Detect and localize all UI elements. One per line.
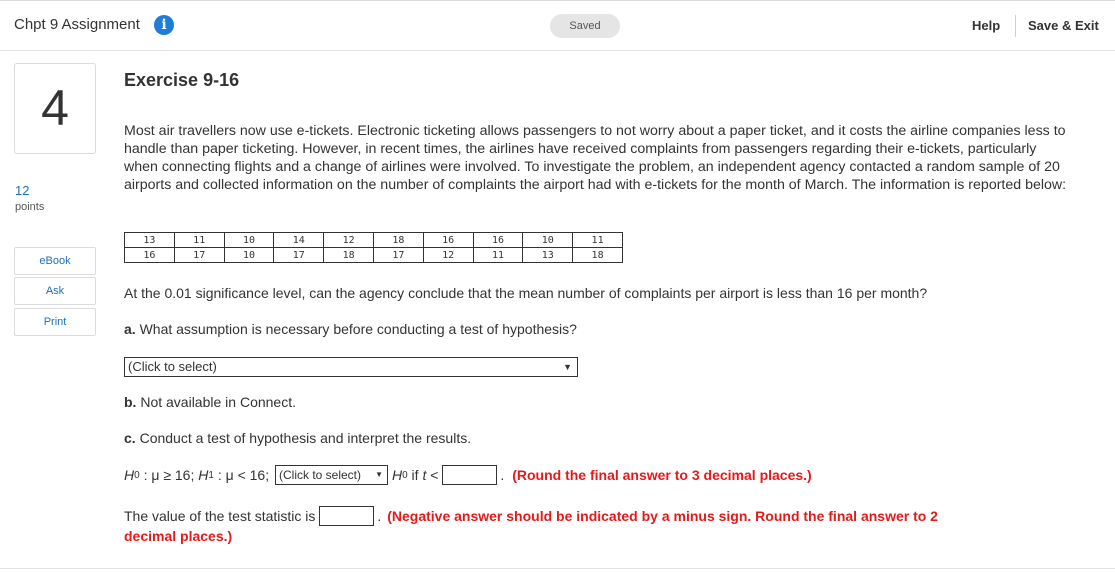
points-label: points bbox=[15, 201, 45, 213]
table-cell: 17 bbox=[373, 248, 423, 263]
part-b-label: b. bbox=[124, 394, 137, 410]
if-text: if bbox=[407, 467, 423, 483]
negative-note-continued: decimal places.) bbox=[124, 528, 233, 544]
test-statistic-label: The value of the test statistic is bbox=[124, 508, 320, 524]
h0-subscript: 0 bbox=[134, 469, 140, 481]
table-cell: 13 bbox=[523, 248, 573, 263]
table-cell: 17 bbox=[274, 248, 324, 263]
ebook-button[interactable]: eBook bbox=[14, 247, 96, 275]
points-value: 12 bbox=[15, 183, 30, 198]
exercise-title: Exercise 9-16 bbox=[124, 70, 240, 90]
table-cell: 16 bbox=[423, 233, 473, 248]
test-statistic-input[interactable] bbox=[319, 506, 374, 526]
critical-value-input[interactable] bbox=[442, 465, 497, 485]
h1-subscript: 1 bbox=[208, 469, 214, 481]
caret-down-icon: ▼ bbox=[563, 362, 572, 372]
h1-symbol: H bbox=[198, 467, 209, 483]
header-bar bbox=[0, 0, 1115, 51]
test-statistic-line bbox=[124, 506, 938, 526]
table-cell: 17 bbox=[174, 248, 224, 263]
t-symbol: t bbox=[422, 467, 427, 483]
decision-rule-select[interactable] bbox=[275, 465, 388, 485]
saved-status-badge: Saved bbox=[550, 14, 620, 38]
table-row bbox=[125, 233, 623, 248]
table-cell: 12 bbox=[423, 248, 473, 263]
table-cell: 11 bbox=[573, 233, 623, 248]
assumption-select[interactable] bbox=[124, 357, 578, 377]
negative-note: (Negative answer should be indicated by a minus sign. Round the final answer to 2 bbox=[387, 508, 938, 524]
h0-statement: : μ ≥ 16; bbox=[139, 467, 199, 483]
hypothesis-row bbox=[124, 464, 812, 486]
table-cell: 11 bbox=[473, 248, 523, 263]
table-cell: 16 bbox=[473, 233, 523, 248]
table-cell: 10 bbox=[224, 248, 274, 263]
info-icon[interactable]: i bbox=[154, 15, 174, 35]
part-b-prompt bbox=[124, 394, 296, 410]
table-cell: 10 bbox=[224, 233, 274, 248]
help-link[interactable]: Help bbox=[972, 18, 1001, 33]
table-cell: 18 bbox=[373, 233, 423, 248]
table-cell: 12 bbox=[324, 233, 374, 248]
period-text: . bbox=[377, 508, 382, 524]
period-text: . bbox=[500, 467, 505, 483]
table-cell: 16 bbox=[125, 248, 175, 263]
assumption-select-value: (Click to select) bbox=[128, 359, 217, 374]
h0-symbol: H bbox=[124, 467, 135, 483]
ho-symbol: H bbox=[391, 467, 403, 483]
problem-paragraph: Most air travellers now use e-tickets. Electronic ticketing allows passengers to not worry about a paper ticket, and it costs the airline companies less to handle than paper ticketing. However, in recent times, the airlines have received complaints from passengers regarding their e-tickets, particularly when connecting flights and a change of airlines were involved. To investigate the problem, an independent agency contacted a random sample of 20 airports and collected information on the number of complaints the airport had with e-tickets for the month of March. The information is reported below: bbox=[124, 123, 1067, 193]
table-cell: 11 bbox=[174, 233, 224, 248]
h1-statement: : μ < 16; bbox=[213, 467, 273, 483]
assignment-title: Chpt 9 Assignment bbox=[14, 16, 140, 33]
part-a-prompt bbox=[124, 321, 577, 337]
test-statistic-row bbox=[124, 506, 938, 544]
ask-button[interactable]: Ask bbox=[14, 277, 96, 305]
question-number: 4 bbox=[14, 63, 96, 154]
table-row bbox=[125, 248, 623, 263]
table-cell: 13 bbox=[125, 233, 175, 248]
part-b-text: Not available in Connect. bbox=[136, 394, 296, 410]
part-a-label: a. bbox=[124, 321, 136, 337]
print-button[interactable]: Print bbox=[14, 308, 96, 336]
part-c-label: c. bbox=[124, 430, 136, 446]
decision-rule-select-value: (Click to select) bbox=[278, 468, 361, 482]
table-cell: 14 bbox=[274, 233, 324, 248]
complaints-table bbox=[124, 232, 623, 263]
save-exit-link[interactable]: Save & Exit bbox=[1028, 18, 1099, 33]
table-cell: 10 bbox=[523, 233, 573, 248]
bottom-divider bbox=[0, 568, 1115, 569]
lt-text: < bbox=[426, 467, 443, 483]
header-divider bbox=[1015, 15, 1016, 37]
table-cell: 18 bbox=[573, 248, 623, 263]
question-text: At the 0.01 significance level, can the agency conclude that the mean number of complaints per airport is less than 16 per month? bbox=[124, 285, 928, 301]
round-3-note: (Round the final answer to 3 decimal places.) bbox=[512, 467, 812, 483]
ho-subscript: 0 bbox=[402, 469, 408, 481]
part-a-text: What assumption is necessary before conducting a test of hypothesis? bbox=[135, 321, 577, 337]
caret-down-icon: ▼ bbox=[375, 470, 383, 479]
part-c-text: Conduct a test of hypothesis and interpret the results. bbox=[135, 430, 472, 446]
part-c-prompt bbox=[124, 430, 471, 446]
table-cell: 18 bbox=[324, 248, 374, 263]
